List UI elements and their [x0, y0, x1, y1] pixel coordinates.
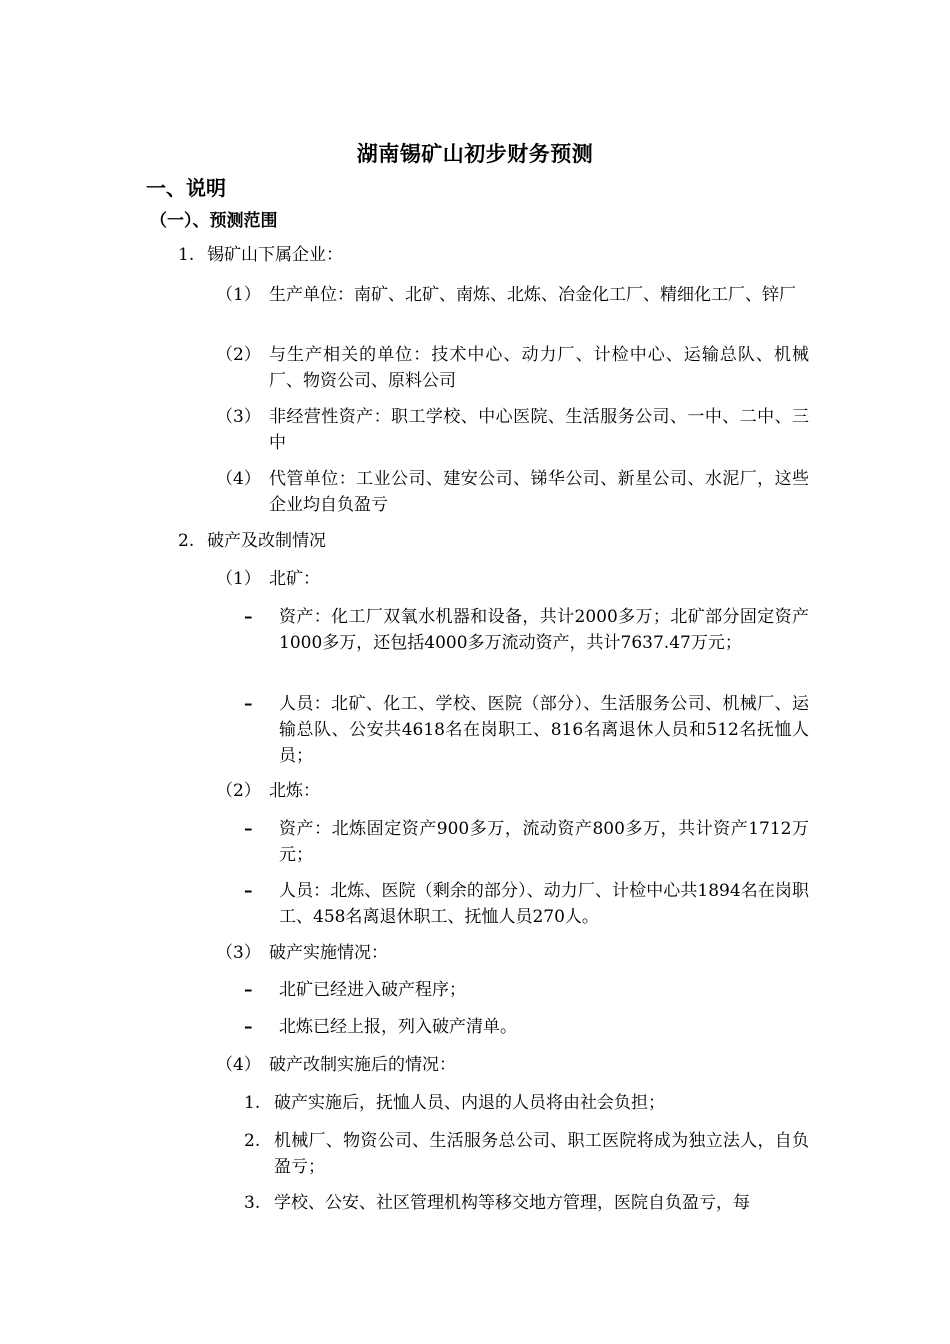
list-item-text: 与生产相关的单位：技术中心、动力厂、计检中心、运输总队、机械厂、物资公司、原料公司 [269, 345, 809, 391]
bullet-text: 人员：北炼、医院（剩余的部分）、动力厂、计检中心共1894名在岗职工、458名离退休职工、抚恤人员270人。 [279, 881, 809, 927]
list-item-text: 机械厂、物资公司、生活服务总公司、职工医院将成为独立法人，自负盈亏； [274, 1131, 809, 1177]
list-item-label: 破产改制实施后的情况： [269, 1055, 456, 1075]
list-number: 1. [244, 1093, 261, 1113]
list-number: 2. [178, 531, 195, 551]
document-title: 湖南锡矿山初步财务预测 [356, 141, 594, 166]
list-item-label: 破产及改制情况 [207, 531, 326, 551]
list-item-label: 北矿： [269, 569, 320, 589]
dash-bullet: – [244, 607, 253, 627]
dash-bullet: – [244, 694, 253, 714]
list-number: 1. [178, 245, 195, 265]
list-marker: （4） [216, 469, 261, 489]
list-marker: （2） [216, 345, 261, 365]
list-item-label: 破产实施情况： [269, 943, 388, 963]
dash-bullet: – [244, 980, 253, 1000]
bullet-text: 资产：化工厂双氧水机器和设备，共计2000多万；北矿部分固定资产1000多万，还包括4000多万流动资产，共计7637.47万元； [279, 607, 809, 653]
list-item-text: 代管单位：工业公司、建安公司、锑华公司、新星公司、水泥厂，这些企业均自负盈亏 [269, 469, 809, 515]
list-number: 2. [244, 1131, 261, 1151]
list-marker: （2） [216, 781, 261, 801]
list-number: 3. [244, 1193, 261, 1213]
list-item-label: 锡矿山下属企业： [207, 245, 343, 265]
list-item-text: 非经营性资产：职工学校、中心医院、生活服务公司、一中、二中、三中 [269, 407, 809, 453]
bullet-text: 北炼已经上报，列入破产清单。 [279, 1017, 517, 1037]
list-item-text: 学校、公安、社区管理机构等移交地方管理，医院自负盈亏，每 [274, 1193, 750, 1213]
bullet-text: 资产：北炼固定资产900多万，流动资产800多万，共计资产1712万元； [279, 819, 809, 865]
list-marker: （1） [216, 285, 261, 305]
list-marker: （4） [216, 1055, 261, 1075]
bullet-text: 人员：北矿、化工、学校、医院（部分）、生活服务公司、机械厂、运输总队、公安共4618名在岗职工、816名离退休人员和512名抚恤人员； [279, 694, 809, 766]
list-item-label: 北炼： [269, 781, 320, 801]
subsection-heading-scope: （一）、预测范围 [150, 211, 278, 231]
section-heading-explanation: 一、说明 [146, 176, 226, 200]
dash-bullet: – [244, 881, 253, 901]
list-marker: （3） [216, 943, 261, 963]
list-item-text: 破产实施后，抚恤人员、内退的人员将由社会负担； [274, 1093, 665, 1113]
dash-bullet: – [244, 819, 253, 839]
bullet-text: 北矿已经进入破产程序； [279, 980, 466, 1000]
list-item-text: 生产单位：南矿、北矿、南炼、北炼、冶金化工厂、精细化工厂、锌厂 [269, 285, 796, 305]
list-marker: （3） [216, 407, 261, 427]
list-marker: （1） [216, 569, 261, 589]
dash-bullet: – [244, 1017, 253, 1037]
